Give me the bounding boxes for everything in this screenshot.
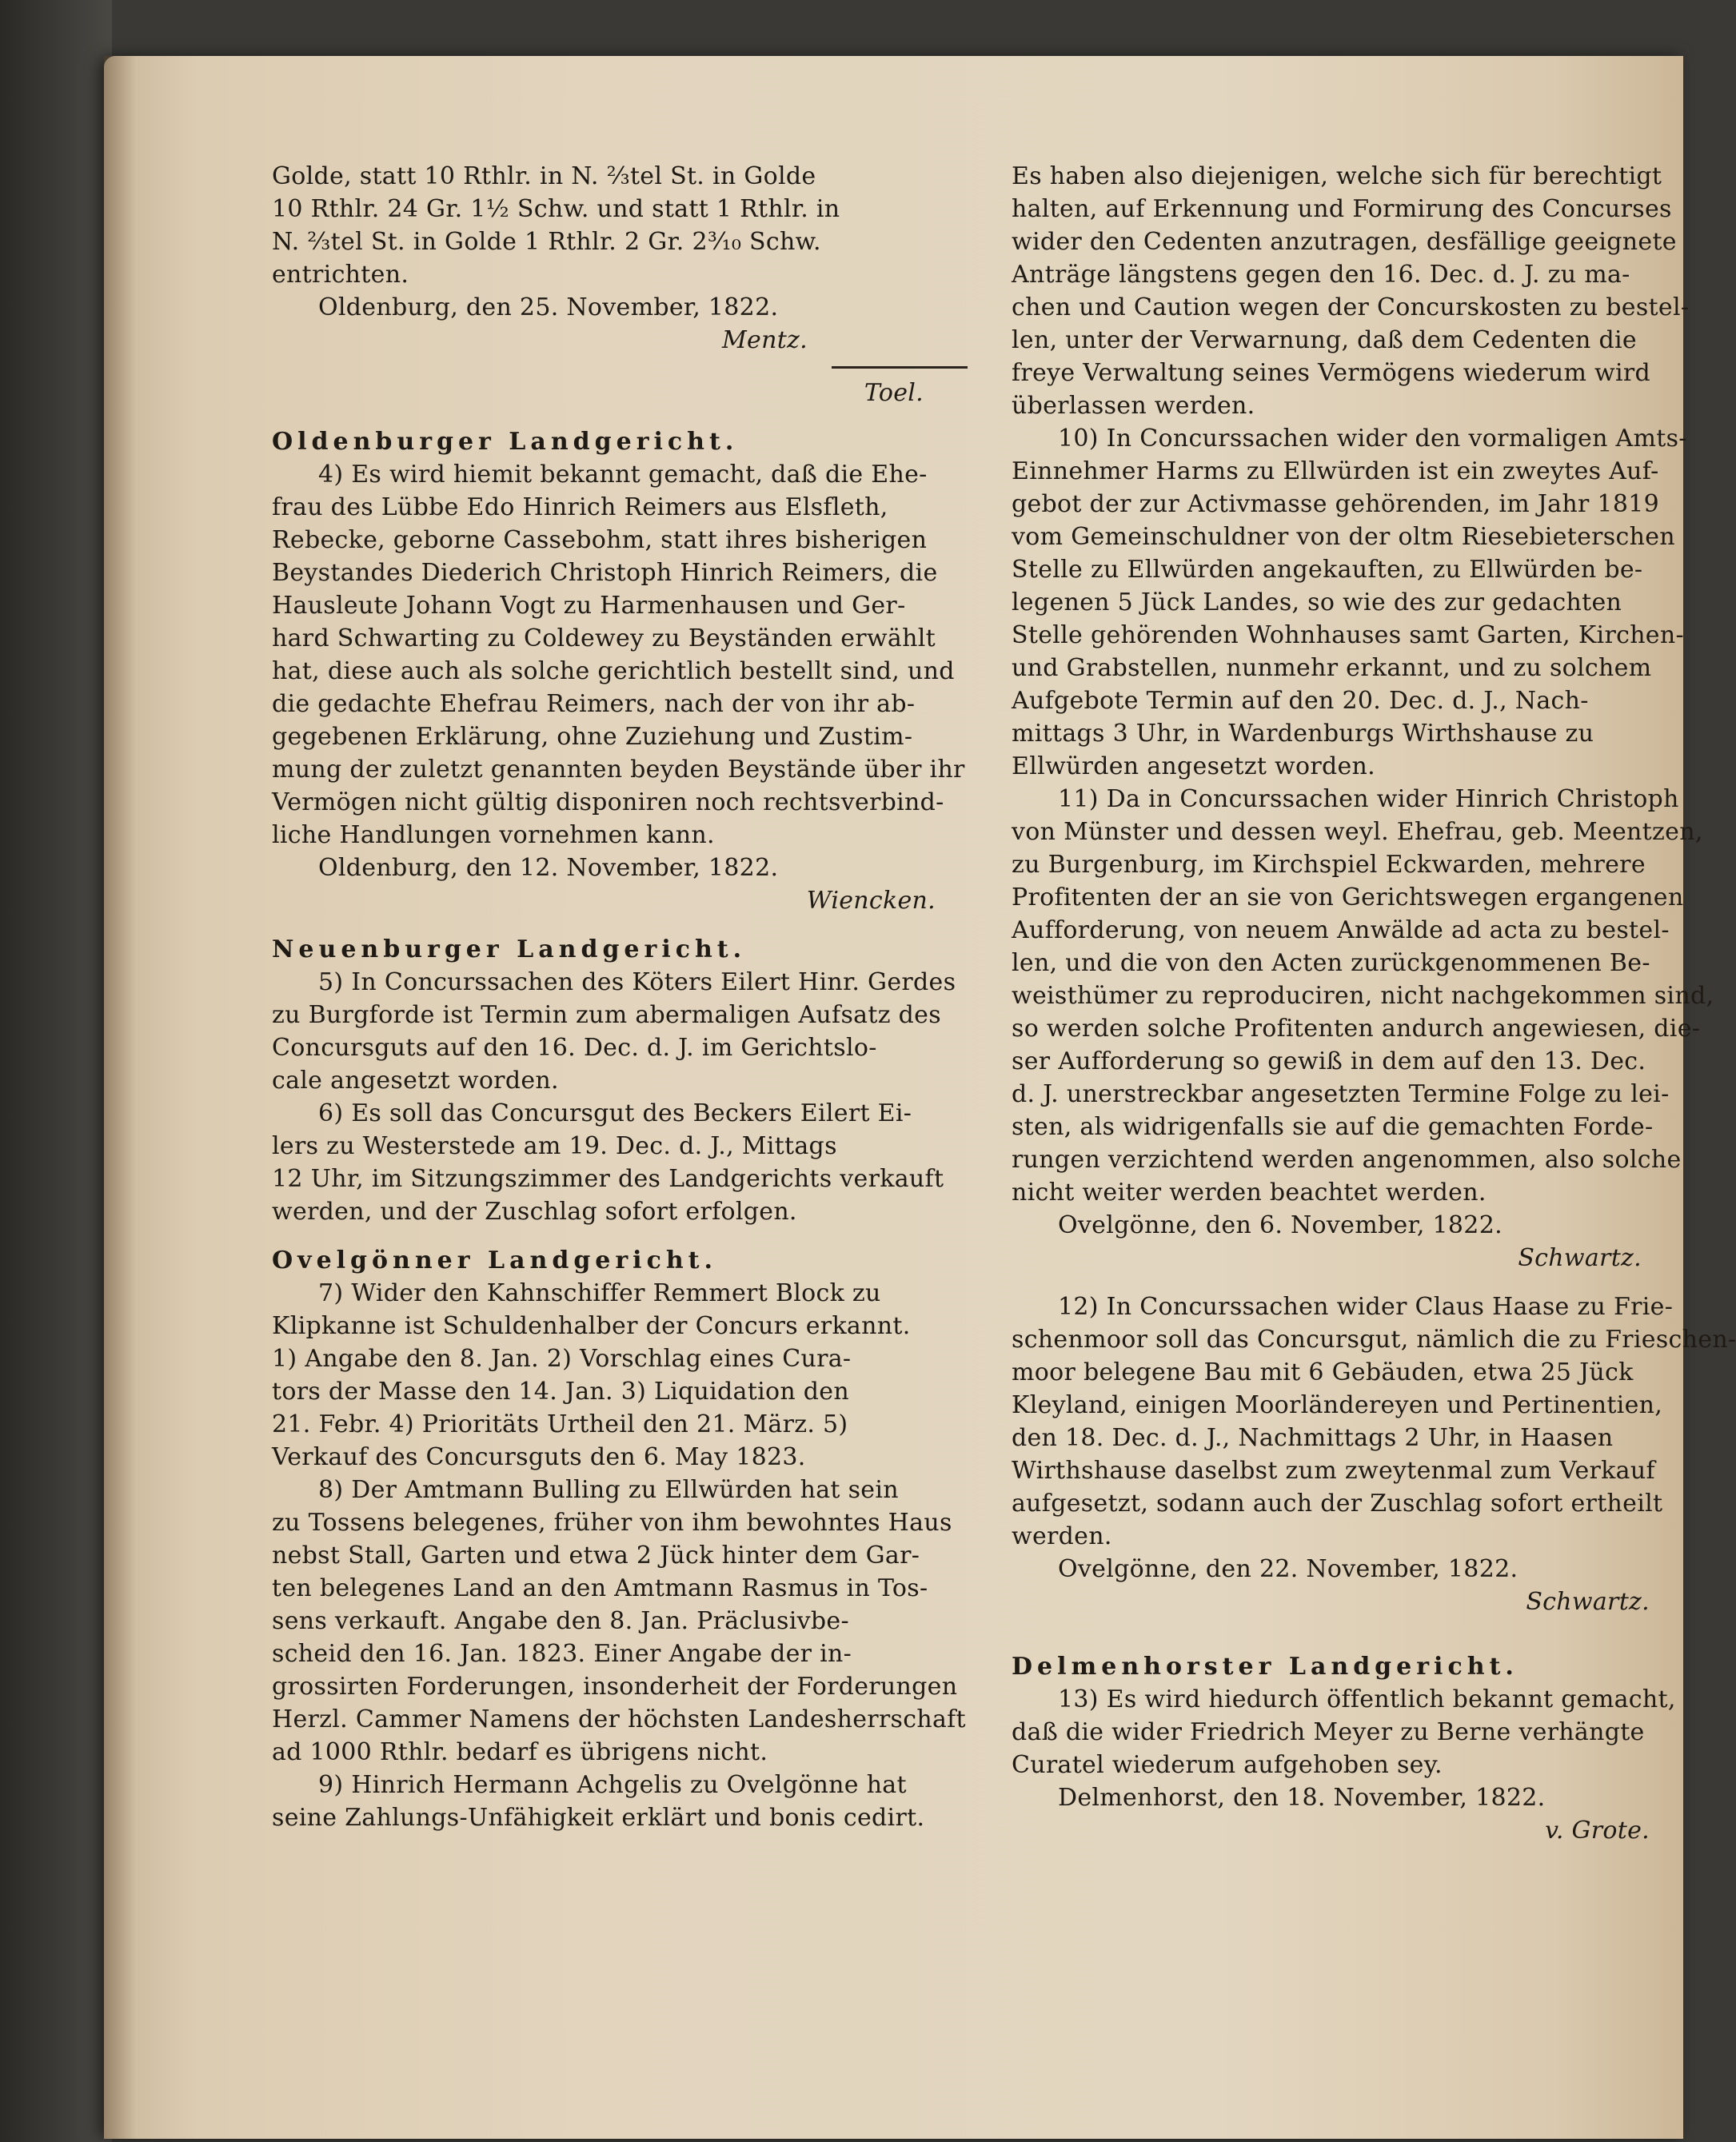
text-line: Herzl. Cammer Namens der höchsten Landesherrschaft	[272, 1705, 966, 1733]
text-line: 13) Es wird hiedurch öffentlich bekannt gemacht,	[1058, 1685, 1676, 1713]
signature: Mentz.	[722, 326, 808, 354]
text-line: sten, als widrigenfalls sie auf die gemachten Forde-	[1012, 1113, 1654, 1141]
text-line: N. ⅔tel St. in Golde 1 Rthlr. 2 Gr. 2³⁄₁₀ Schw.	[272, 228, 821, 256]
text-line: wider den Cedenten anzutragen, desfällige geeignete	[1012, 228, 1677, 256]
text-line: gegebenen Erklärung, ohne Zuziehung und Zustim-	[272, 723, 913, 751]
text-line: überlassen werden.	[1012, 392, 1255, 420]
text-line: 12) In Concurssachen wider Claus Haase zu Frie-	[1058, 1293, 1674, 1321]
text-line: Einnehmer Harms zu Ellwürden ist ein zweytes Auf-	[1012, 457, 1659, 485]
text-line: Rebecke, geborne Cassebohm, statt ihres bisherigen	[272, 526, 928, 554]
text-line: freye Verwaltung seines Vermögens wiederum wird	[1012, 359, 1651, 387]
notice-10	[1012, 422, 1687, 783]
text-line: ten belegenes Land an den Amtmann Rasmus in Tos-	[272, 1574, 928, 1602]
text-line: Stelle gehörenden Wohnhauses samt Garten, Kirchen-	[1012, 621, 1684, 649]
text-line: Golde, statt 10 Rthlr. in N. ⅔tel St. in Golde	[272, 162, 816, 190]
text-line: Wirthshause daselbst zum zweytenmal zum Verkauf	[1012, 1457, 1655, 1485]
text-line: frau des Lübbe Edo Hinrich Reimers aus Elsfleth,	[272, 493, 888, 521]
book-shadow	[0, 0, 112, 2142]
text-line: 10) In Concurssachen wider den vormaligen Amts-	[1058, 425, 1687, 453]
text-line: grossirten Forderungen, insonderheit der Forderungen	[272, 1673, 958, 1701]
text-line: Verkauf des Concursguts den 6. May 1823.	[272, 1443, 806, 1471]
text-line: halten, auf Erkennung und Formirung des Concurses	[1012, 195, 1672, 223]
notice-13	[1012, 1683, 1676, 1781]
text-line: Aufforderung, von neuem Anwälde ad acta zu bestel-	[1012, 916, 1670, 944]
text-line: Curatel wiederum aufgehoben sey.	[1012, 1751, 1443, 1779]
notice-6	[272, 1097, 968, 1228]
dateline: Oldenburg, den 12. November, 1822.	[318, 854, 779, 882]
text-line: zu Burgenburg, im Kirchspiel Eckwarden, mehrere	[1012, 851, 1646, 879]
dateline: Ovelgönne, den 22. November, 1822.	[1058, 1555, 1519, 1583]
text-line: Stelle zu Ellwürden angekauften, zu Ellwürden be-	[1012, 556, 1643, 584]
text-line: d. J. unerstreckbar angesetzten Termine Folge zu lei-	[1012, 1080, 1670, 1108]
text-line: entrichten.	[272, 261, 409, 289]
section-heading: Delmenhorster Landgericht.	[1012, 1653, 1519, 1681]
text-line: 11) Da in Concurssachen wider Hinrich Christoph	[1058, 785, 1679, 813]
text-line: schenmoor soll das Concursgut, nämlich die zu Frieschen-	[1012, 1326, 1736, 1354]
text-line: werden, und der Zuschlag sofort erfolgen.	[272, 1198, 797, 1226]
text-line: Hausleute Johann Vogt zu Harmenhausen und Ger-	[272, 592, 906, 620]
text-line: Profitenten der an sie von Gerichtswegen ergangenen	[1012, 884, 1684, 911]
text-line: seine Zahlungs-Unfähigkeit erklärt und bonis cedirt.	[272, 1804, 925, 1832]
text-line: nicht weiter werden beachtet werden.	[1012, 1179, 1487, 1207]
notice-9	[272, 1769, 968, 1834]
section-heading: Ovelgönner Landgericht.	[272, 1247, 717, 1274]
text-line: Vermögen nicht gültig disponiren noch rechtsverbind-	[272, 788, 944, 816]
text-line: Concursguts auf den 16. Dec. d. J. im Gerichtslo-	[272, 1034, 877, 1062]
text-line: nebst Stall, Garten und etwa 2 Jück hinter dem Gar-	[272, 1542, 920, 1570]
notice-9-continued	[1012, 160, 1690, 422]
text-line: 7) Wider den Kahnschiffer Remmert Block zu	[318, 1279, 881, 1307]
text-line: 6) Es soll das Concursgut des Beckers Eilert Ei-	[318, 1099, 912, 1127]
text-line: gebot der zur Activmasse gehörenden, im Jahr 1819	[1012, 490, 1659, 518]
text-line: zu Burgforde ist Termin zum abermaligen Aufsatz des	[272, 1001, 941, 1029]
text-line: hard Schwarting zu Coldewey zu Beyständen erwählt	[272, 624, 936, 652]
text-line: 10 Rthlr. 24 Gr. 1½ Schw. und statt 1 Rthlr. in	[272, 195, 840, 223]
text-line: moor belegene Bau mit 6 Gebäuden, etwa 25 Jück	[1012, 1358, 1634, 1386]
text-line: daß die wider Friedrich Meyer zu Berne verhängte	[1012, 1718, 1645, 1746]
notice-11	[1012, 783, 1714, 1209]
dateline: Oldenburg, den 25. November, 1822.	[318, 293, 779, 321]
signature: Toel.	[864, 379, 924, 407]
notice-4	[272, 458, 968, 852]
text-line: so werden solche Profitenten andurch angewiesen, die-	[1012, 1015, 1701, 1043]
section-heading: Oldenburger Landgericht.	[272, 428, 739, 456]
text-line: 9) Hinrich Hermann Achgelis zu Ovelgönne hat	[318, 1771, 907, 1799]
text-line: 8) Der Amtmann Bulling zu Ellwürden hat sein	[318, 1476, 899, 1504]
text-line: sens verkauft. Angabe den 8. Jan. Präclusivbe-	[272, 1607, 849, 1635]
text-line: ad 1000 Rthlr. bedarf es übrigens nicht.	[272, 1738, 768, 1766]
text-line: werden.	[1012, 1522, 1112, 1550]
text-line: Ellwürden angesetzt worden.	[1012, 752, 1376, 780]
spacer	[1012, 1274, 1658, 1290]
notice-12	[1012, 1290, 1736, 1553]
text-line: tors der Masse den 14. Jan. 3) Liquidation den	[272, 1378, 849, 1406]
text-line: liche Handlungen vornehmen kann.	[272, 821, 715, 849]
text-line: legenen 5 Jück Landes, so wie des zur gedachten	[1012, 588, 1622, 616]
text-line: len, unter der Verwarnung, daß dem Cedenten die	[1012, 326, 1637, 354]
notice-7	[272, 1277, 968, 1474]
text-line: scheid den 16. Jan. 1823. Einer Angabe der in-	[272, 1640, 852, 1668]
text-block-top	[272, 160, 968, 291]
text-line: 4) Es wird hiemit bekannt gemacht, daß die Ehe-	[318, 461, 928, 489]
text-line: chen und Caution wegen der Concurskosten zu bestel-	[1012, 293, 1690, 321]
text-line: vom Gemeinschuldner von der oltm Riesebieterschen	[1012, 523, 1675, 551]
right-column	[1012, 160, 1736, 1847]
signature: Schwartz.	[1518, 1244, 1642, 1272]
page-spine	[104, 56, 136, 2139]
text-line: Beystandes Diederich Christoph Hinrich Reimers, die	[272, 559, 938, 587]
text-line: rungen verzichtend werden angenommen, also solche	[1012, 1146, 1682, 1174]
text-line: Anträge längstens gegen den 16. Dec. d. J. zu ma-	[1012, 261, 1630, 289]
notice-8	[272, 1474, 968, 1769]
text-line: 12 Uhr, im Sitzungszimmer des Landgerichts verkauft	[272, 1165, 944, 1193]
text-line: den 18. Dec. d. J., Nachmittags 2 Uhr, in Haasen	[1012, 1424, 1614, 1452]
text-line: 21. Febr. 4) Prioritäts Urtheil den 21. März. 5)	[272, 1410, 848, 1438]
text-line: von Münster und dessen weyl. Ehefrau, geb. Meentzen,	[1012, 818, 1703, 846]
signature: Wiencken.	[806, 887, 936, 915]
text-line: Kleyland, einigen Moorländereyen und Pertinentien,	[1012, 1391, 1663, 1419]
text-line: Aufgebote Termin auf den 20. Dec. d. J., Nach-	[1012, 687, 1589, 715]
notice-5	[272, 966, 968, 1097]
text-line: Klipkanne ist Schuldenhalber der Concurs erkannt.	[272, 1312, 911, 1340]
text-line: Es haben also diejenigen, welche sich für berechtigt	[1012, 162, 1662, 190]
dateline: Ovelgönne, den 6. November, 1822.	[1058, 1211, 1503, 1239]
dateline: Delmenhorst, den 18. November, 1822.	[1058, 1784, 1546, 1812]
text-line: len, und die von den Acten zurückgenommenen Be-	[1012, 949, 1650, 977]
text-line: die gedachte Ehefrau Reimers, nach der von ihr ab-	[272, 690, 916, 718]
text-line: 5) In Concurssachen des Köters Eilert Hinr. Gerdes	[318, 968, 956, 996]
text-line: mung der zuletzt genannten beyden Beystände über ihr	[272, 756, 965, 784]
text-line: mittags 3 Uhr, in Wardenburgs Wirthshause zu	[1012, 720, 1594, 748]
signature: v. Grote.	[1545, 1817, 1650, 1845]
section-heading: Neuenburger Landgericht.	[272, 935, 747, 963]
text-line: zu Tossens belegenes, früher von ihm bewohntes Haus	[272, 1509, 952, 1537]
text-line: hat, diese auch als solche gerichtlich bestellt sind, und	[272, 657, 955, 685]
text-line: cale angesetzt worden.	[272, 1067, 559, 1095]
text-line: 1) Angabe den 8. Jan. 2) Vorschlag eines Cura-	[272, 1345, 852, 1373]
text-line: weisthümer zu reproduciren, nicht nachgekommen sind,	[1012, 982, 1714, 1010]
text-line: ser Aufforderung so gewiß in dem auf den 13. Dec.	[1012, 1047, 1646, 1075]
signature: Schwartz.	[1526, 1588, 1650, 1616]
text-line: und Grabstellen, nunmehr erkannt, und zu solchem	[1012, 654, 1652, 682]
text-line: aufgesetzt, sodann auch der Zuschlag sofort ertheilt	[1012, 1490, 1663, 1518]
spacer	[1012, 1618, 1658, 1634]
divider-rule	[832, 366, 968, 369]
left-column	[272, 160, 968, 1834]
text-line: lers zu Westerstede am 19. Dec. d. J., Mittags	[272, 1132, 837, 1160]
